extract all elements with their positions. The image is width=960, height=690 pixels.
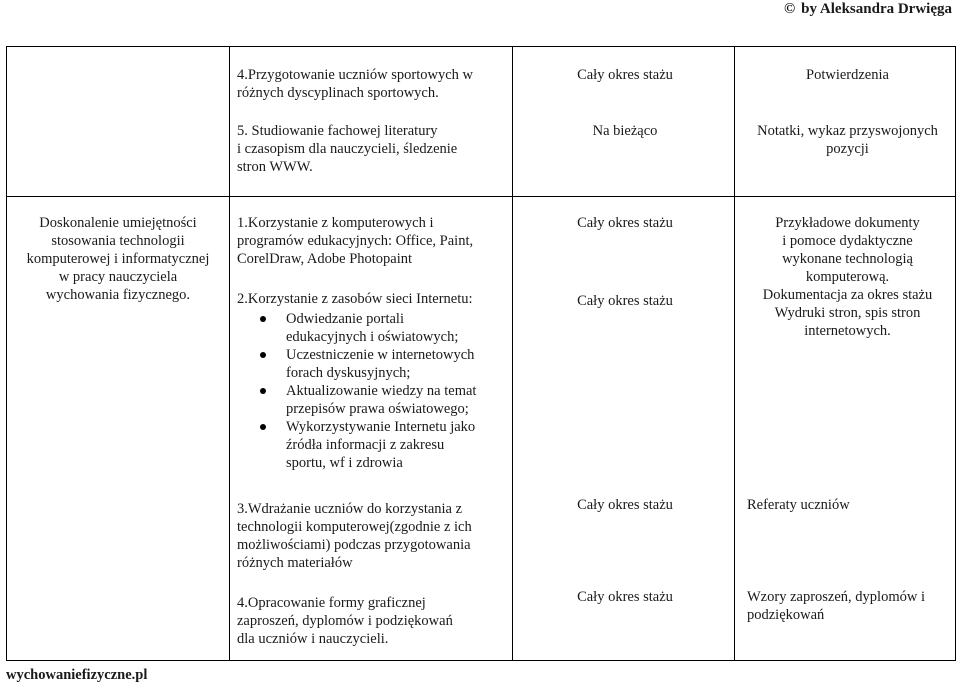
task-literature-study <box>237 122 512 176</box>
column-divider <box>955 46 956 660</box>
text-line: programów edukacyjnych: Office, Paint, <box>237 233 474 249</box>
text-line: Doskonalenie umiejętności <box>39 215 197 231</box>
text-line: Notatki, wykaz przyswojonych <box>757 123 938 139</box>
text-line: i pomoce dydaktyczne <box>782 233 913 249</box>
task-student-computer-use <box>237 500 512 572</box>
site-footer: wychowaniefizyczne.pl <box>6 667 148 683</box>
row-divider <box>6 196 956 197</box>
text-line: CorelDraw, Adobe Photopaint <box>237 251 413 267</box>
text-line: Odwiedzanie portali <box>286 311 404 327</box>
text-line: zaproszeń, dyplomów i podziękowań <box>237 613 453 629</box>
text-line: 4.Opracowanie formy graficznej <box>237 595 426 611</box>
text-line: komputerowej i informatycznej <box>26 251 210 267</box>
text-line: dla uczniów i nauczycieli. <box>237 631 389 647</box>
task-sports-preparation <box>237 66 512 102</box>
proof-cell: Potwierdzenia <box>806 67 889 83</box>
column-divider <box>229 46 230 660</box>
internet-activities-list <box>237 310 512 472</box>
term-cell: Cały okres stażu <box>577 293 673 309</box>
term-cell: Na bieżąco <box>592 123 658 139</box>
term-cell: Cały okres stażu <box>577 589 673 605</box>
copyright-symbol: © <box>783 1 796 17</box>
bullet-icon <box>260 424 266 430</box>
area-computer-skills <box>14 214 222 304</box>
proof-cell <box>747 588 960 624</box>
text-line: internetowych. <box>804 323 891 339</box>
text-line: w pracy nauczyciela <box>58 269 178 285</box>
text-line: Wzory zaproszeń, dyplomów i <box>747 589 925 605</box>
text-line: przepisów prawa oświatowego; <box>286 401 469 417</box>
list-item <box>237 310 506 346</box>
text-line: 1.Korzystanie z komputerowych i <box>237 215 434 231</box>
bullet-icon <box>260 388 266 394</box>
text-line: 2.Korzystanie z zasobów sieci Internetu: <box>237 291 473 307</box>
text-line: różnych dyscyplinach sportowych. <box>237 85 439 101</box>
text-line: komputerową. <box>805 269 890 285</box>
column-divider <box>734 46 735 660</box>
text-line: podziękowań <box>747 607 825 623</box>
text-line: edukacyjnych i oświatowych; <box>286 329 459 345</box>
author-name: by Aleksandra Drwięga <box>801 1 952 17</box>
text-line: forach dyskusyjnych; <box>286 365 411 381</box>
text-line: możliwościami) podczas przygotowania <box>237 537 471 553</box>
text-line: Wykorzystywanie Internetu jako <box>286 419 476 435</box>
text-line: Uczestniczenie w internetowych <box>286 347 475 363</box>
text-line: pozycji <box>826 141 869 157</box>
text-line: Przykładowe dokumenty <box>775 215 920 231</box>
term-cell: Cały okres stażu <box>577 497 673 513</box>
text-line: 5. Studiowanie fachowej literatury <box>237 123 438 139</box>
task-graphic-design <box>237 594 512 648</box>
text-line: wykonane technologią <box>782 251 913 267</box>
text-line: stron WWW. <box>237 159 313 175</box>
text-line: stosowania technologii <box>51 233 185 249</box>
bullet-icon <box>260 316 266 322</box>
term-cell: Cały okres stażu <box>577 215 673 231</box>
text-line: Aktualizowanie wiedzy na temat <box>286 383 477 399</box>
proof-cell <box>740 214 955 340</box>
bullet-icon <box>260 352 266 358</box>
text-line: technologii komputerowej(zgodnie z ich <box>237 519 472 535</box>
list-item <box>237 418 506 472</box>
text-line: różnych materiałów <box>237 555 353 571</box>
text-line: wychowania fizycznego. <box>45 287 191 303</box>
text-line: i czasopism dla nauczycieli, śledzenie <box>237 141 458 157</box>
list-item <box>237 346 506 382</box>
column-divider <box>512 46 513 660</box>
list-item <box>237 382 506 418</box>
term-cell: Cały okres stażu <box>577 67 673 83</box>
table-bottom-border <box>6 660 956 661</box>
text-line: źródła informacji z zakresu <box>286 437 445 453</box>
text-line: sportu, wf i zdrowia <box>286 455 403 471</box>
text-line: Dokumentacja za okres stażu <box>762 287 933 303</box>
text-line: Wydruki stron, spis stron <box>774 305 921 321</box>
proof-cell: Referaty uczniów <box>747 497 850 513</box>
text-line: 3.Wdrażanie uczniów do korzystania z <box>237 501 463 517</box>
task-internet-resources <box>237 290 512 472</box>
text-line: 4.Przygotowanie uczniów sportowych w <box>237 67 473 83</box>
author-credit <box>784 0 952 18</box>
task-computer-programs <box>237 214 512 268</box>
proof-cell <box>740 122 955 158</box>
